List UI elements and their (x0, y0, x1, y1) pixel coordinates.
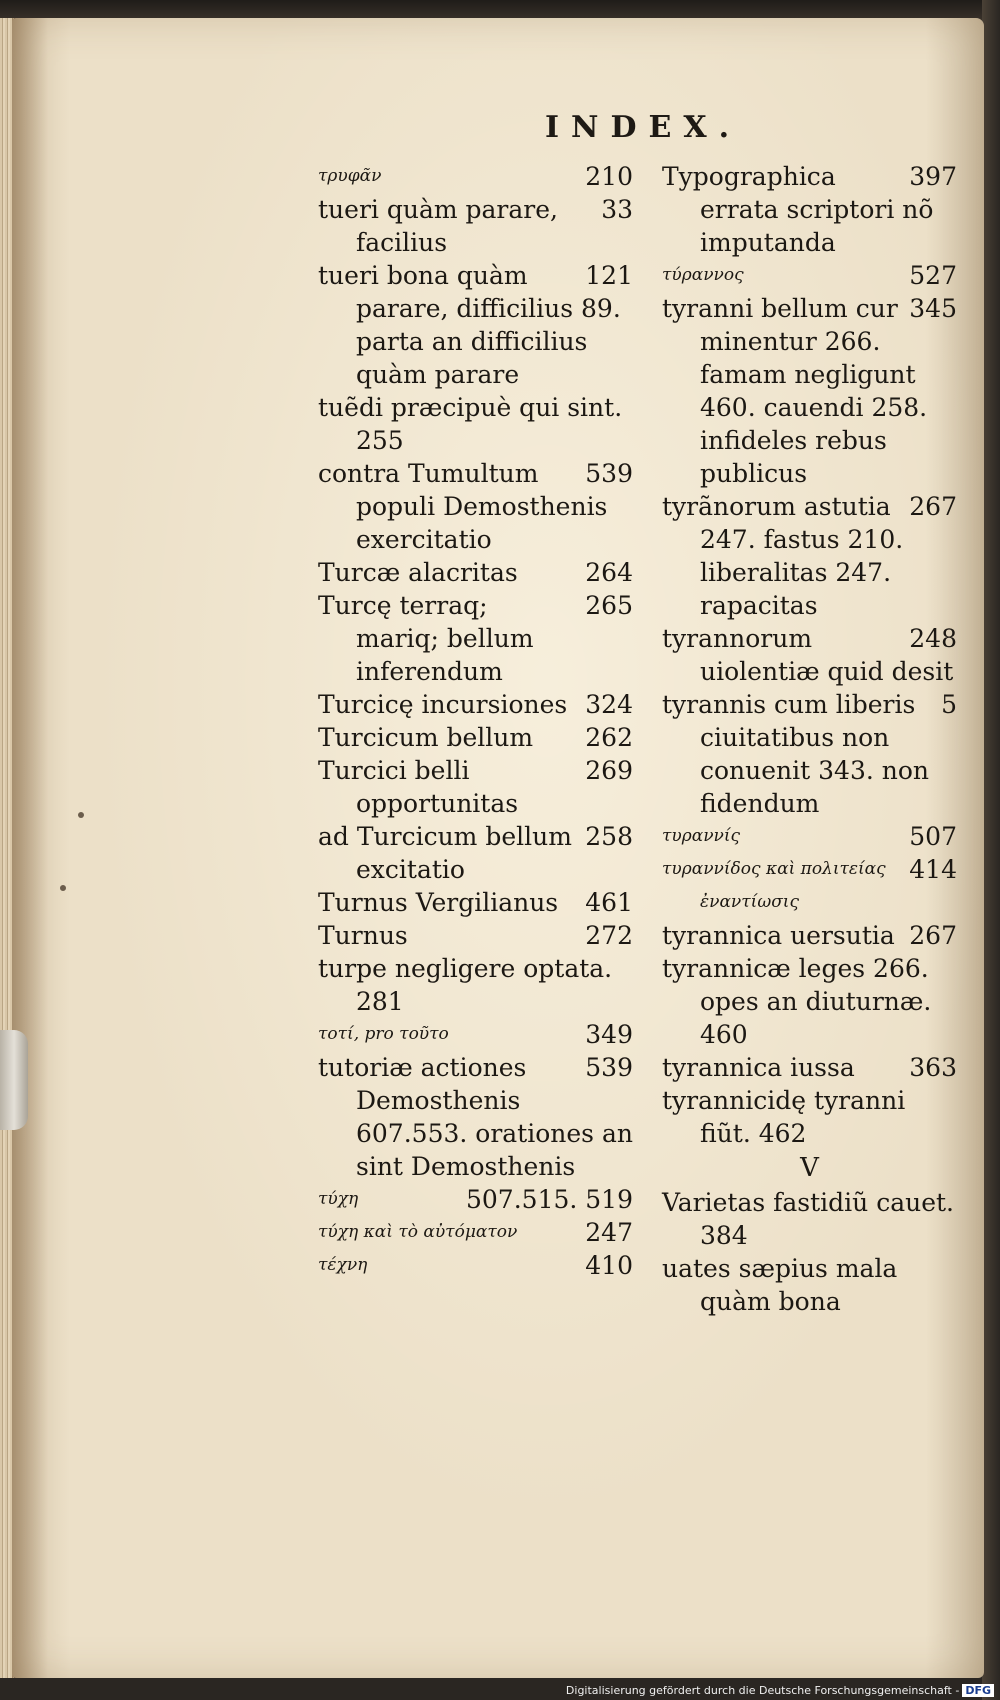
index-entry (318, 1249, 633, 1282)
digitization-credit (566, 1684, 994, 1697)
index-entry (318, 1051, 633, 1183)
entry-term: contra Tumultum populi Demosthenis exercitatio (318, 459, 608, 554)
dfg-logo: DFG (962, 1684, 994, 1697)
entry-term: ad Turcicum bellum excitatio (318, 822, 572, 884)
index-entry (662, 490, 957, 622)
running-head: INDEX. (545, 110, 742, 145)
entry-term: Turcici belli opportunitas (318, 756, 519, 818)
greek-term: τέχνη (318, 1255, 368, 1275)
ink-spot (78, 812, 84, 818)
page-reference: 507.515. 519 (466, 1185, 633, 1214)
index-entry (662, 919, 957, 952)
index-entry (318, 457, 633, 556)
page-reference: 267 (909, 921, 957, 950)
index-entry (662, 160, 957, 259)
index-entry (318, 688, 633, 721)
page-reference: 345 (909, 294, 957, 323)
page-reference: 539 (585, 1053, 633, 1082)
page-reference: 267 (909, 492, 957, 521)
page-reference: 414 (909, 855, 957, 884)
index-entry (318, 1183, 633, 1216)
page-reference: 265 (585, 591, 633, 620)
page-reference: 210 (585, 162, 633, 191)
entry-term: tyranni bellum cur minentur 266. famam negligunt 460. cauendi 258. infideles rebus publicus (662, 294, 928, 488)
entry-term: tyrannorum uiolentiæ quid desit (662, 624, 954, 686)
ink-spot (60, 885, 66, 891)
index-entry (662, 622, 957, 688)
index-entry (662, 259, 957, 292)
greek-term: τυραννίς (662, 826, 741, 846)
index-entry (318, 754, 633, 820)
page-reference: 324 (585, 690, 633, 719)
greek-term: τύχη (318, 1189, 359, 1209)
index-entry (318, 259, 633, 391)
page-reference: 349 (585, 1020, 633, 1049)
entry-term: tyrannicæ leges 266. opes an diuturnæ. 460 (662, 954, 932, 1049)
greek-term: τοτί, pro τοῦτο (318, 1024, 449, 1044)
page-reference: 363 (909, 1053, 957, 1082)
credit-text: Digitalisierung gefördert durch die Deutsche Forschungsgemeinschaft - (565, 1684, 960, 1697)
page-reference: 410 (585, 1251, 633, 1280)
entry-term: Turnus (318, 921, 408, 950)
index-entry (318, 820, 633, 886)
entry-term: Turcicum bellum (318, 723, 534, 752)
page-reference: 461 (585, 888, 633, 917)
index-entry (662, 820, 957, 853)
index-entry (662, 1084, 957, 1150)
page-reference: 248 (909, 624, 957, 653)
page-reference: 269 (585, 756, 633, 785)
index-entry (662, 1186, 957, 1252)
page-reference: 247 (585, 1218, 633, 1247)
page-reference: 33 (601, 195, 633, 224)
entry-term: uates sæpius mala quàm bona (662, 1254, 898, 1316)
index-column-left (318, 160, 633, 1282)
index-entries-t (662, 160, 957, 1150)
index-entry (662, 952, 957, 1051)
page-clip (0, 1030, 28, 1130)
entry-term: Turnus Vergilianus (318, 888, 559, 917)
entry-term: Turcę terraq; mariq; bellum inferendum (318, 591, 534, 686)
index-entry (318, 886, 633, 919)
page-reference: 5 (941, 690, 957, 719)
page-reference: 539 (585, 459, 633, 488)
index-entry (662, 853, 957, 919)
greek-term: τύχη καὶ τὸ αὐτόματον (318, 1222, 518, 1242)
index-entry (318, 391, 633, 457)
page-reference: 258 (585, 822, 633, 851)
index-entry (662, 292, 957, 490)
entry-term: Typographica errata scriptori nõ imputanda (662, 162, 934, 257)
entry-term: turpe negligere optata. 281 (318, 954, 613, 1016)
greek-term: τυραννίδος καὶ πολιτείας ἐναντίωσις (662, 859, 886, 912)
entry-term: Turcæ alacritas (318, 558, 518, 587)
scan-background-right (982, 0, 1000, 1700)
index-entry (318, 952, 633, 1018)
entry-term: tueri bona quàm parare, difficilius 89. parta an difficilius quàm parare (318, 261, 621, 389)
index-entry (318, 919, 633, 952)
index-entry (318, 1216, 633, 1249)
page-reference: 527 (909, 261, 957, 290)
index-entry (662, 688, 957, 820)
entry-term: tyrannis cum liberis ciuitatibus non conuenit 343. non fidendum (662, 690, 930, 818)
entry-term: Varietas fastidiũ cauet. 384 (662, 1188, 955, 1250)
greek-term: τρυφᾶν (318, 166, 382, 186)
page-reference: 262 (585, 723, 633, 752)
index-column-right (662, 160, 957, 1318)
index-entry (318, 1018, 633, 1051)
page-reference: 264 (585, 558, 633, 587)
page-reference: 121 (585, 261, 633, 290)
entry-term: tuẽdi præcipuè qui sint. 255 (318, 393, 623, 455)
entry-term: tyrannica uersutia (662, 921, 895, 950)
page-reference: 507 (909, 822, 957, 851)
index-entry (318, 193, 633, 259)
entry-term: tyrãnorum astutia 247. fastus 210. liberalitas 247. rapacitas (662, 492, 904, 620)
entry-term: tueri quàm parare, facilius (318, 195, 558, 257)
greek-term: τύραννος (662, 265, 744, 285)
index-entry (318, 160, 633, 193)
entry-term: tutoriæ actiones Demosthenis 607.553. orationes an sint Demosthenis (318, 1053, 633, 1181)
entry-term: Turcicę incursiones (318, 690, 568, 719)
index-entry (318, 721, 633, 754)
page-reference: 397 (909, 162, 957, 191)
gutter-shadow (12, 18, 48, 1678)
page-reference: 272 (585, 921, 633, 950)
index-entries-v (662, 1186, 957, 1318)
entry-term: tyrannica iussa (662, 1053, 855, 1082)
entry-term: tyrannicidę tyranni fiũt. 462 (662, 1086, 906, 1148)
index-entry (662, 1252, 957, 1318)
index-entry (662, 1051, 957, 1084)
letter-heading: V (800, 1153, 819, 1183)
index-entry (318, 556, 633, 589)
index-entry (318, 589, 633, 688)
